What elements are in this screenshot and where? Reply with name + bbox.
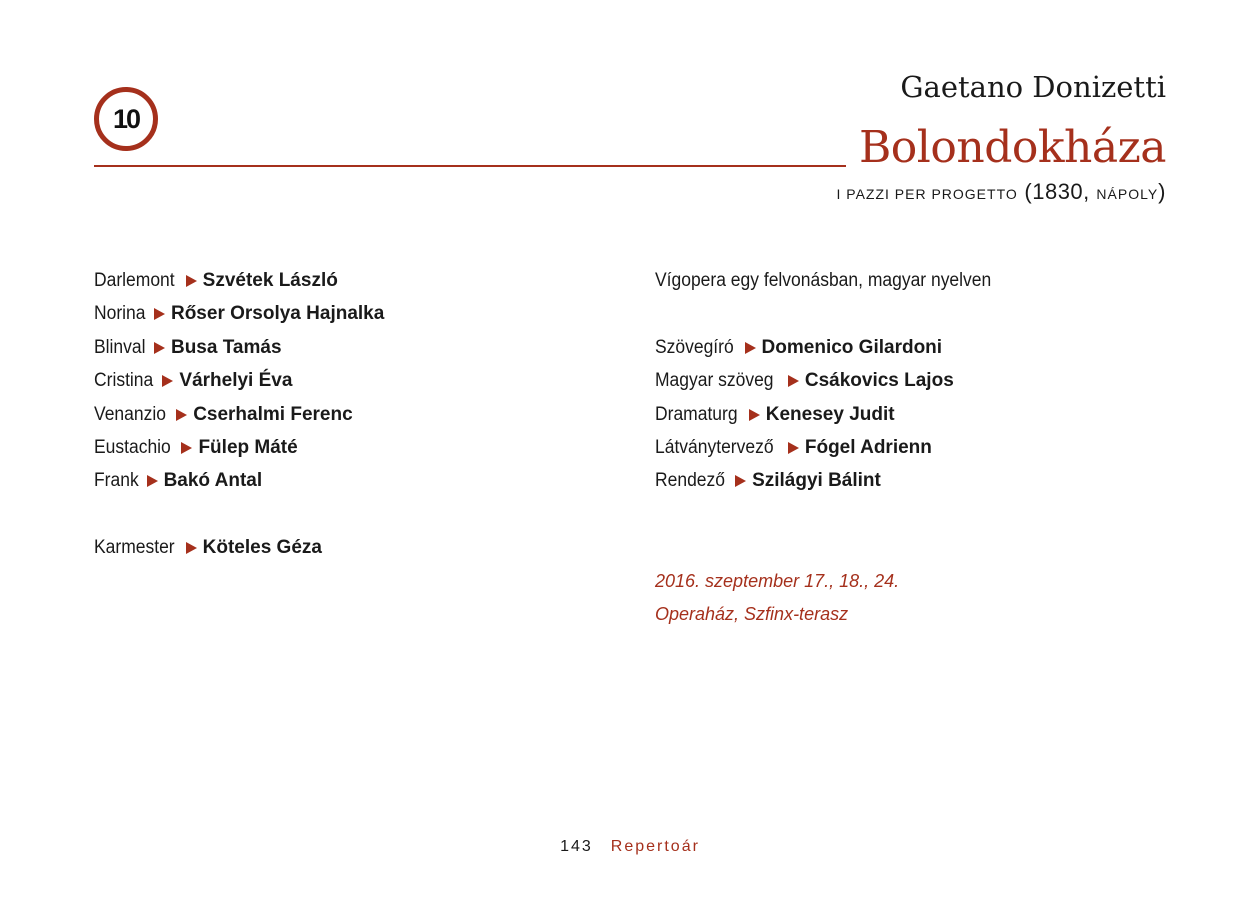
section-number-badge: [94, 87, 158, 151]
cast-role: Frank: [94, 470, 139, 492]
page-footer: [0, 838, 1260, 856]
cast-row: [94, 464, 594, 497]
spacer: [655, 297, 1175, 330]
subtitle-close: ): [1158, 179, 1166, 204]
conductor-role: Karmester: [94, 537, 175, 559]
cast-name: Várhelyi Éva: [179, 370, 293, 392]
cast-name: Busa Tamás: [170, 336, 282, 358]
spacer: [655, 498, 1175, 531]
cast-name: Fülep Máté: [198, 436, 298, 458]
crew-name: Kenesey Judit: [765, 403, 895, 425]
cast-row: [94, 431, 594, 464]
premiere-place: NÁPOLY: [1096, 186, 1159, 202]
crew-role: Dramaturg: [655, 403, 738, 425]
cast-role: Darlemont: [94, 270, 175, 291]
opera-subtitle: [836, 179, 1166, 205]
cast-row: [94, 364, 594, 397]
crew-name: Csákovics Lajos: [804, 370, 954, 392]
cast-role: Venanzio: [94, 403, 166, 425]
spacer: [655, 531, 1175, 564]
performance-venue: Operaház, Szfinx-terasz: [655, 603, 849, 624]
composer-name: Gaetano Donizetti: [900, 70, 1166, 104]
crew-row: [655, 364, 1175, 397]
crew-role: Magyar szöveg: [655, 370, 774, 392]
opera-title: Bolondokháza: [858, 122, 1166, 173]
cast-name: Rőser Orsolya Hajnalka: [170, 303, 385, 325]
triangle-right-icon: [745, 342, 756, 354]
crew-row: [655, 398, 1175, 431]
crew-name: Domenico Gilardoni: [761, 336, 943, 358]
triangle-right-icon: [154, 308, 165, 320]
triangle-right-icon: [788, 442, 799, 454]
triangle-right-icon: [735, 475, 746, 487]
cast-role: Norina: [94, 303, 146, 325]
crew-row: [655, 331, 1175, 364]
crew-row: [655, 464, 1175, 497]
opera-description: Vígopera egy felvonásban, magyar nyelven: [655, 270, 992, 291]
triangle-right-icon: [788, 375, 799, 387]
triangle-right-icon: [162, 375, 173, 387]
triangle-right-icon: [181, 442, 192, 454]
crew-role: Szövegíró: [655, 336, 734, 358]
cast-role: Blinval: [94, 336, 146, 358]
cast-name: Bakó Antal: [163, 470, 263, 492]
cast-role: Cristina: [94, 370, 154, 392]
cast-role: Eustachio: [94, 436, 171, 458]
original-title: I PAZZI PER PROGETTO: [836, 186, 1018, 202]
triangle-right-icon: [147, 475, 158, 487]
crew-name: Szilágyi Bálint: [752, 470, 881, 492]
cast-name: Szvétek László: [202, 270, 338, 291]
crew-row: [655, 431, 1175, 464]
header-divider: [94, 165, 846, 167]
page-number: 143: [560, 838, 593, 855]
premiere-year: (1830,: [1024, 179, 1090, 204]
production-info: [655, 264, 1175, 631]
cast-name: Cserhalmi Ferenc: [193, 403, 353, 425]
cast-list: [94, 264, 594, 565]
triangle-right-icon: [186, 542, 197, 554]
cast-row: [94, 331, 594, 364]
triangle-right-icon: [749, 409, 760, 421]
section-name: Repertoár: [610, 838, 700, 855]
section-number: 10: [112, 103, 140, 134]
triangle-right-icon: [186, 275, 197, 287]
cast-row: [94, 297, 594, 330]
triangle-right-icon: [176, 409, 187, 421]
crew-role: Rendező: [655, 470, 725, 492]
conductor-row: [94, 531, 594, 564]
performance-dates: 2016. szeptember 17., 18., 24.: [655, 570, 900, 591]
spacer: [94, 498, 594, 531]
conductor-name: Köteles Géza: [202, 537, 322, 559]
cast-row: [94, 264, 594, 297]
triangle-right-icon: [154, 342, 165, 354]
cast-row: [94, 398, 594, 431]
crew-role: Látványtervező: [655, 436, 774, 458]
crew-name: Fógel Adrienn: [804, 436, 932, 458]
